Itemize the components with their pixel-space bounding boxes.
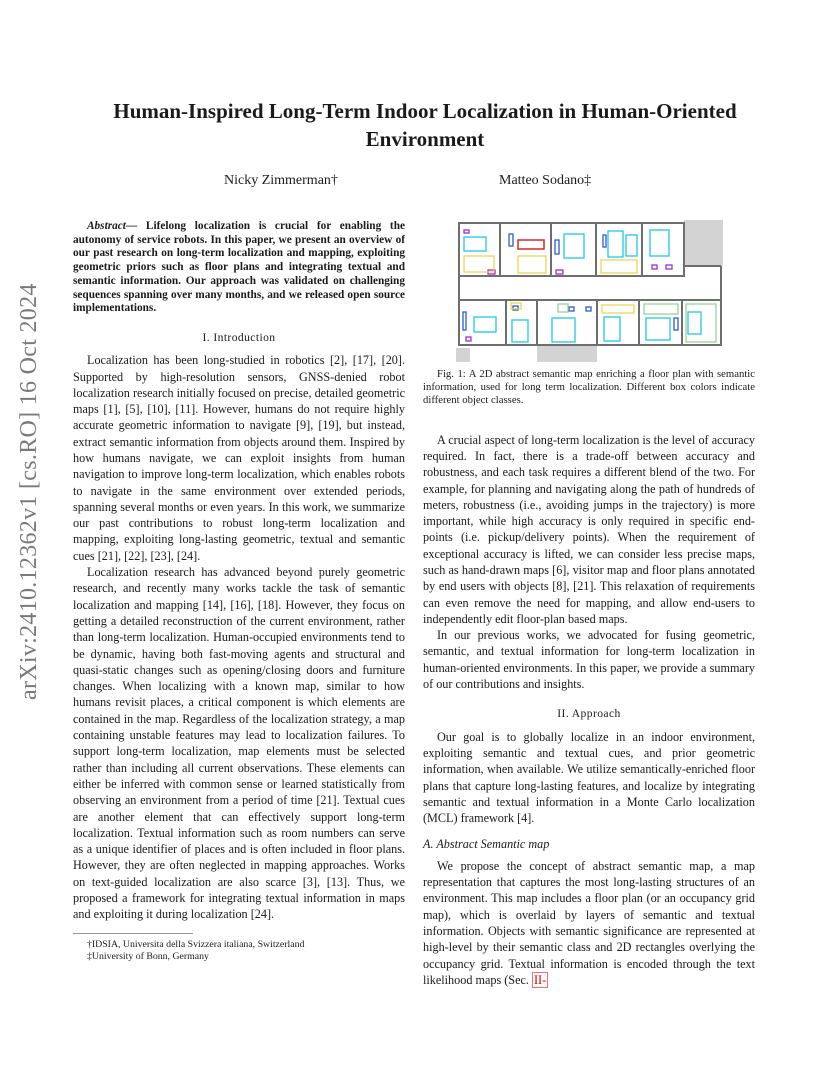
- section-reference-link[interactable]: II-: [534, 972, 547, 987]
- right-paragraph-1: A crucial aspect of long-term localization is the level of accuracy required. In fact, there is a trade-off between accuracy and robustness, and each task requires a different blend of the two. For example, for planning and navigating along the path of hundreds of meters, robustness (i.e., avoiding jumps in the trajectory) is more important, while high accuracy is only required in specific end-points (i.e. pickup/delivery points). When the requirement of exceptional accuracy is lifted, we can consider less precise maps, such as hand-drawn maps [6], visitor map and floor plans annotated by end users with objects [8], [21]. This relaxation of requirements can even remove the need for mapping, and allow end-users to independently edit floor-plan based maps.: [423, 432, 755, 626]
- abstract-semantic-map-text: We propose the concept of abstract semantic map, a map representation that captures the most long-lasting structures of an environment. This map includes a floor plan (or an occupancy grid map), which is overlaid by layers of semantic and textual information. Objects with semantic significance are represented at high-level by their semantic class and 2D rectangles overlying the occupancy grid. Textual information is encoded through the text likelihood maps (Sec.: [423, 858, 755, 987]
- footnote-rule: [73, 933, 193, 934]
- left-column: [73, 220, 405, 963]
- right-column: [423, 220, 755, 988]
- semantic-floor-plan-figure: [456, 220, 723, 362]
- figure-1: [456, 220, 723, 362]
- paper-title: Human-Inspired Long-Term Indoor Localization in Human-Oriented Environment: [113, 99, 737, 151]
- footnote-2: ‡University of Bonn, Germany: [87, 950, 209, 962]
- author-2: Matteo Sodano‡: [499, 173, 592, 188]
- arxiv-identifier: arXiv:2410.12362v1 [cs.RO] 16 Oct 2024: [16, 283, 42, 700]
- outside-region: [684, 220, 723, 266]
- intro-paragraph-2: Localization research has advanced beyond purely geometric research, and recently many works tackle the task of semantic localization and mapping [14], [16], [18]. However, they focus on getting a detailed reconstruction of the current environment, rather than long-term localization. Human-occupied environments tend to be dynamic, having both fast-moving agents and structural and quasi-static changes such as opening/closing doors and furniture changes. When localizing with a known map, similar to how humans revisit places, a critical component is which elements are contained in the map. Regardless of the localization strategy, a map containing unstable features may lead to localization failures. To support long-term localization, map elements must be selected rather than including all current observations. These elements can either be inferred with common sense or learned statistically from observing an environment from a period of time [21]. Textual cues are another element that can effectively support long-term localization. Textual information such as room numbers can serve as a unique identifier of places and is often included in floor plans. However, they are often neglected in mapping approaches. Works on text-guided localization are also scarce [3], [13]. Thus, we proposed a framework for integrating textual information in maps and exploiting it during localization [24].: [73, 565, 405, 922]
- abstract: [73, 220, 405, 316]
- approach-paragraph-1: Our goal is to globally localize in an indoor environment, exploiting semantic and textual cues, and prior geometric information, when available. We utilize semantically-enriched floor plans that capture long-lasting features, and localize by integrating semantic and textual information in a Monte Carlo localization (MCL) framework [4].: [423, 729, 755, 826]
- intro-paragraph-1: Localization has been long-studied in robotics [2], [17], [20]. Supported by high-resolution sensors, GNSS-denied robot localization research initially focused on precise, detailed geometric maps [1], [5], [10], [11]. However, humans do not require highly accurate geometric information to navigate [9], [19], but instead, extract semantic information from objects around them. Inspired by how humans navigate, we can exploit insights from human navigation to improve long-term localization, which enables robots to navigate in the same environment over extended periods, spanning several months or even years. In this work, we summarize our past contributions to robust long-term localization and mapping, exploiting long-lasting geometric, textual and semantic cues [21], [22], [23], [24].: [73, 353, 405, 563]
- figure-1-caption: Fig. 1: A 2D abstract semantic map enriching a floor plan with semantic information, used for long term localization. Different box colors indicate different object classes.: [423, 368, 755, 407]
- right-paragraph-2: In our previous works, we advocated for fusing geometric, semantic, and textual information for long-term localization in human-oriented environments. In this paper, we provide a summary of our contributions and insights.: [423, 628, 755, 692]
- abstract-text: — Lifelong localization is crucial for enabling the autonomy of service robots. In this paper, we present an overview of our past research on long-term localization and mapping, exploiting geometric priors such as floor plans and integrating textual and semantic information. Our approach was validated on challenging sequences spanning over many months, and we released open source implementations.: [73, 220, 405, 315]
- subsection-heading-abstract-semantic-map: A. Abstract Semantic map: [423, 837, 550, 852]
- section-heading-approach: II. Approach: [557, 707, 621, 721]
- footnotes: [73, 933, 405, 963]
- section-heading-introduction: I. Introduction: [202, 330, 276, 344]
- footnote-1: †IDSIA, Universita della Svizzera italiana, Switzerland: [87, 938, 305, 950]
- outside-region: [456, 348, 470, 362]
- abstract-label: Abstract: [87, 220, 126, 232]
- outside-region: [537, 344, 597, 362]
- author-1: Nicky Zimmerman†: [224, 173, 338, 188]
- abstract-semantic-map-paragraph: [423, 858, 755, 988]
